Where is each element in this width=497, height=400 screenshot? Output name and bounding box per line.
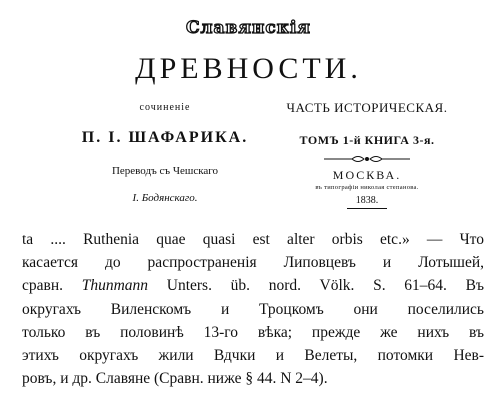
author-name: П. І. ШАФАРИКА.	[81, 129, 249, 146]
body-line-6: этихъ округахъ жили Вдчки и Велеты, потомки Нев-	[22, 347, 484, 365]
author-reference: Thunmann	[81, 277, 149, 295]
body-line-1: ta .... Ruthenia quae quasi est alter orbis etc.» — Что	[22, 231, 484, 248]
body-text	[22, 228, 484, 390]
volume-title: ТОМЪ 1-й КНИГА 3-я.	[299, 133, 435, 147]
ornament-divider	[322, 154, 412, 164]
printer-line: въ типографіи николая степанова.	[315, 184, 419, 191]
year-rule	[347, 208, 387, 209]
publication-block	[262, 100, 472, 209]
translator-name: І. Бодянскаго.	[132, 192, 198, 204]
series-title: Славянскія	[186, 18, 311, 38]
body-line-7: ровъ, и др. Славяне (Сравн. ниже § 44. N 2–4).	[22, 370, 328, 388]
body-line-3	[22, 274, 484, 297]
author-block	[60, 100, 270, 204]
publication-year: 1838.	[355, 195, 379, 206]
part-title: ЧАСТЬ ИСТОРИЧЕСКАЯ.	[286, 100, 448, 115]
main-title: ДРЕВНОСТИ.	[135, 52, 362, 85]
body-line-2: касается до распространенія Липовцевъ и Лотышей,	[22, 254, 484, 272]
body-line-4: округахъ Виленскомъ и Троцкомъ они поселились	[22, 300, 484, 318]
author-label: сочиненіе	[139, 102, 191, 113]
translation-note: Переводъ съ Чешскаго	[111, 165, 219, 177]
body-line-3-start: сравн.	[22, 277, 82, 295]
body-line-3-end: Unters. üb. nord. Völk. S. 61–64. Въ	[148, 277, 484, 295]
body-line-5: только въ половинѣ 13-го вѣка; прежде же нихъ въ	[22, 323, 484, 341]
city-name: МОСКВА.	[332, 168, 402, 182]
